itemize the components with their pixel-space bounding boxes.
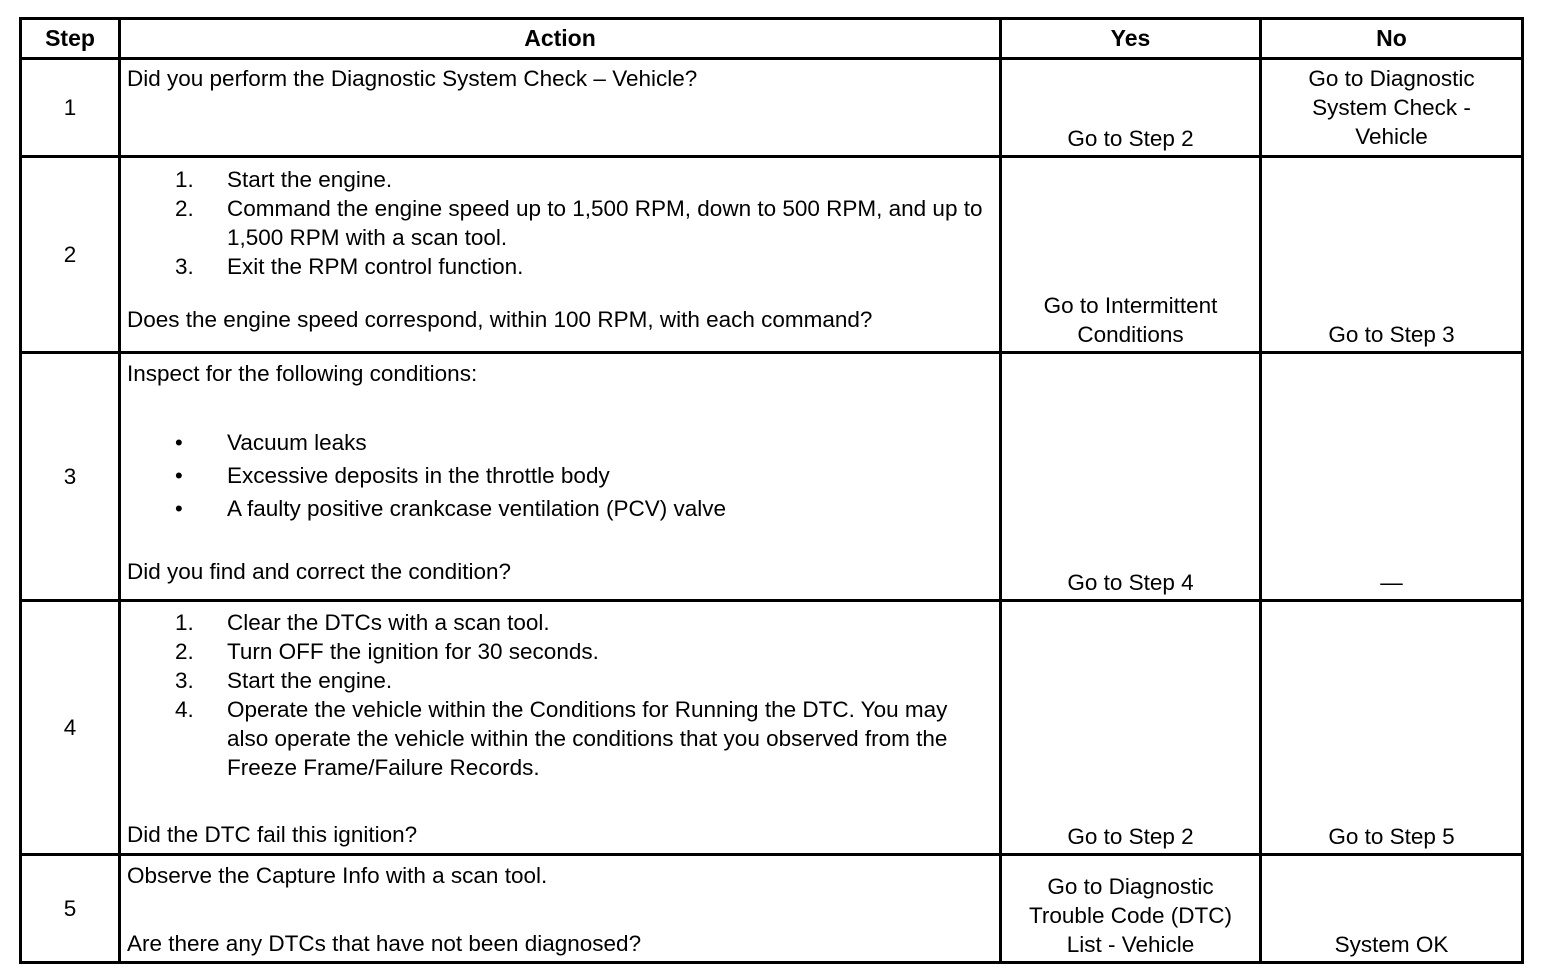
diagnostic-table xyxy=(19,17,1524,964)
numbered-list xyxy=(127,608,991,782)
action-cell xyxy=(120,353,1001,601)
list-item: 3. Exit the RPM control function. xyxy=(175,254,524,279)
action-cell xyxy=(120,157,1001,353)
header-no: No xyxy=(1261,19,1523,59)
action-question: Did you perform the Diagnostic System Check – Vehicle? xyxy=(127,66,698,91)
bullet-icon: • xyxy=(175,463,183,488)
step-number: 2 xyxy=(21,157,120,353)
list-item: 3. Start the engine. xyxy=(175,668,393,693)
bullet-icon: • xyxy=(175,430,183,455)
dash-value: — xyxy=(1380,570,1403,595)
step-number: 3 xyxy=(21,353,120,601)
yes-cell: Go to Intermittent Conditions xyxy=(1001,157,1261,353)
list-item: • A faulty positive crankcase ventilation (PCV) valve xyxy=(175,496,726,521)
header-step: Step xyxy=(21,19,120,59)
step-number: 4 xyxy=(21,601,120,855)
no-cell: Go to Step 5 xyxy=(1261,601,1523,855)
step-number: 5 xyxy=(21,855,120,963)
list-item: 4. Operate the vehicle within the Conditions for Running the DTC. You may also operate the vehicle within the conditions that you observed from the Freeze Frame/Failure Records. xyxy=(175,697,948,780)
header-row xyxy=(21,19,1523,59)
table-row xyxy=(21,353,1523,601)
table-row xyxy=(21,601,1523,855)
action-question: Does the engine speed correspond, within 100 RPM, with each command? xyxy=(127,307,873,332)
action-cell xyxy=(120,855,1001,963)
action-intro: Inspect for the following conditions: xyxy=(127,361,478,386)
action-cell xyxy=(120,601,1001,855)
list-item: 1. Start the engine. xyxy=(175,167,393,192)
list-item: • Vacuum leaks xyxy=(175,430,367,455)
no-cell: Go to Diagnostic System Check - Vehicle xyxy=(1261,59,1523,157)
table-row xyxy=(21,157,1523,353)
bullet-icon: • xyxy=(175,496,183,521)
list-item: 1. Clear the DTCs with a scan tool. xyxy=(175,610,550,635)
no-cell xyxy=(1261,353,1523,601)
yes-cell: Go to Diagnostic Trouble Code (DTC) List - Vehicle xyxy=(1001,855,1261,963)
table-row xyxy=(21,59,1523,157)
action-question: Are there any DTCs that have not been diagnosed? xyxy=(127,931,642,956)
table-row xyxy=(21,855,1523,963)
list-item: • Excessive deposits in the throttle body xyxy=(175,463,610,488)
header-action: Action xyxy=(120,19,1001,59)
action-cell xyxy=(120,59,1001,157)
list-item: 2. Command the engine speed up to 1,500 RPM, down to 500 RPM, and up to 1,500 RPM with a scan tool. xyxy=(175,196,983,250)
no-cell: Go to Step 3 xyxy=(1261,157,1523,353)
no-cell: System OK xyxy=(1261,855,1523,963)
action-question: Did you find and correct the condition? xyxy=(127,559,511,584)
step-number: 1 xyxy=(21,59,120,157)
yes-cell: Go to Step 4 xyxy=(1001,353,1261,601)
yes-cell: Go to Step 2 xyxy=(1001,59,1261,157)
yes-cell: Go to Step 2 xyxy=(1001,601,1261,855)
action-intro: Observe the Capture Info with a scan tool. xyxy=(127,863,548,888)
numbered-list xyxy=(127,165,991,281)
header-yes: Yes xyxy=(1001,19,1261,59)
list-item: 2. Turn OFF the ignition for 30 seconds. xyxy=(175,639,599,664)
bulleted-list xyxy=(127,428,991,523)
action-question: Did the DTC fail this ignition? xyxy=(127,822,418,847)
